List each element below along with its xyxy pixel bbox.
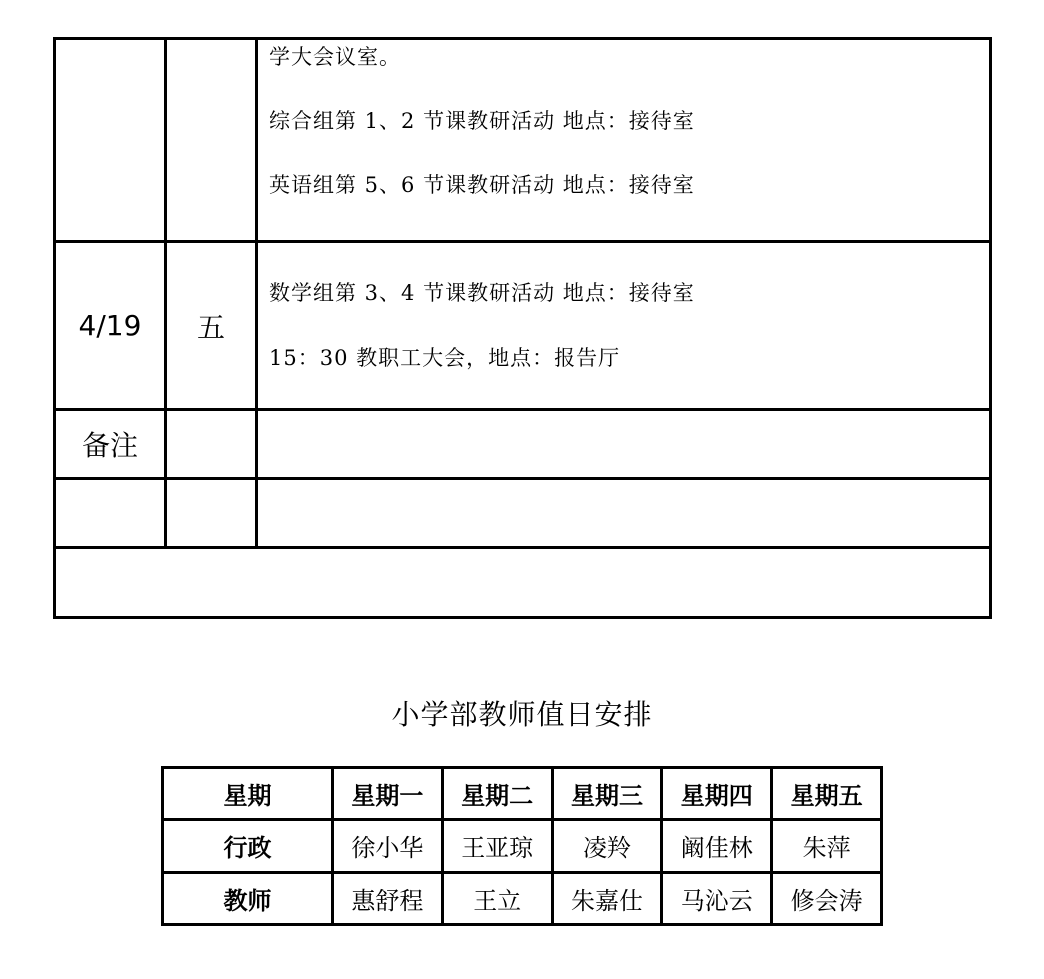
duty-name-cell: 王立 [442,872,552,924]
duty-name-cell: 阚佳林 [662,820,772,872]
duty-name-cell: 王亚琼 [442,820,552,872]
activity-line: 学大会议室。 [269,45,401,69]
duty-header-cell: 星期三 [552,768,662,820]
activities-cell [257,39,991,242]
schedule-row-remarks [55,410,991,479]
empty-cell [257,479,991,548]
duty-name-cell: 徐小华 [333,820,443,872]
activities-cell [257,242,991,410]
schedule-row-continued [55,39,991,242]
empty-cell [55,479,166,548]
date-cell: 4/19 [55,242,166,410]
remarks-label: 备注 [55,410,166,479]
duty-name-cell: 凌羚 [552,820,662,872]
duty-name-cell: 马沁云 [662,872,772,924]
duty-header-cell: 星期一 [333,768,443,820]
weekday-cell: 五 [166,242,257,410]
duty-header-cell: 星期四 [662,768,772,820]
duty-row [163,872,882,924]
schedule-row-footer [55,548,991,618]
duty-name-cell: 修会涛 [772,872,882,924]
duty-header-cell: 星期二 [442,768,552,820]
activity-schedule-table [53,37,992,619]
activity-line: 综合组第 1、2 节课教研活动 地点：接待室 [269,109,695,133]
duty-row-label: 行政 [163,820,333,872]
empty-cell [257,410,991,479]
date-cell [55,39,166,242]
weekday-cell [166,39,257,242]
activity-line: 英语组第 5、6 节课教研活动 地点：接待室 [269,173,695,197]
schedule-row-friday [55,242,991,410]
empty-cell [55,548,991,618]
activity-line: 数学组第 3、4 节课教研活动 地点：接待室 [269,281,695,305]
duty-header-cell: 星期五 [772,768,882,820]
duty-header-cell: 星期 [163,768,333,820]
schedule-row-blank [55,479,991,548]
empty-cell [166,479,257,548]
duty-name-cell: 惠舒程 [333,872,443,924]
duty-row-label: 教师 [163,872,333,924]
activity-line: 15：30 教职工大会，地点：报告厅 [269,346,621,370]
duty-roster-table [161,766,883,926]
duty-row [163,820,882,872]
duty-name-cell: 朱萍 [772,820,882,872]
duty-header-row [163,768,882,820]
duty-title: 小学部教师值日安排 [391,698,653,731]
empty-cell [166,410,257,479]
duty-name-cell: 朱嘉仕 [552,872,662,924]
